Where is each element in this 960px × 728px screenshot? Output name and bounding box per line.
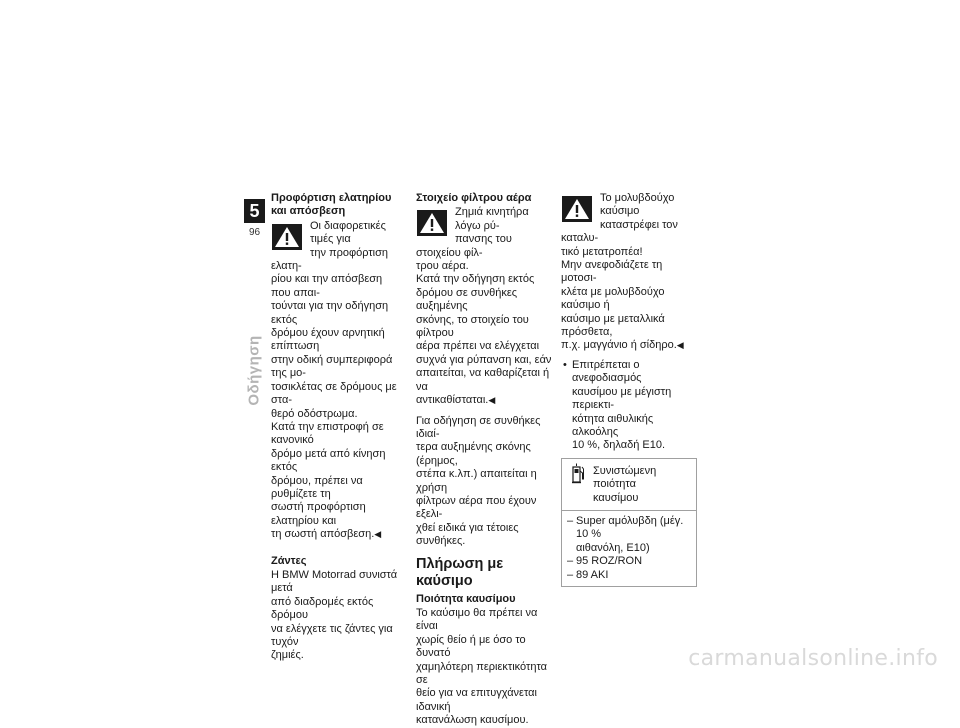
air-filter-heading: Στοιχείο φίλτρου αέρα [416,192,532,204]
warning-line: καταστρέφει τον καταλυ- [561,218,678,245]
air-filter-warning [416,206,552,273]
text-line: δρόμου σε συνθήκες αυξημένης [416,286,518,313]
text-line: κότητα αιθυλικής αλκοόλης [572,412,654,438]
text-line: στέπα κ.λπ.) απαιτείται η χρήση [416,468,537,494]
dust-paragraph [416,415,552,549]
text-fragment: π.χ. μαγγάνιο ή σίδηρο. [561,339,677,352]
text-line: Το καύσιμο θα πρέπει να είναι [416,606,538,633]
text-line: δρόμου, πρέπει να ρυθμίζετε τη [271,474,363,500]
text-fragment: αντικαθίσταται. [416,394,489,407]
leaded-fuel-warning [561,192,697,259]
warning-line: τοσικλέτας σε δρόμους με στα- [271,380,397,407]
text-line: αιθανόλη, E10) [576,541,650,554]
fuel-quality-box [561,458,697,587]
text-line [416,394,552,407]
warning-line: πανσης του στοιχείου φίλ- [416,233,512,259]
ethanol-bullet [561,359,697,453]
warning-triangle-icon [417,210,447,236]
watermark: carmanualsonline.info [688,646,938,671]
column-3 [561,192,697,587]
text-line: σκόνης, το στοιχείο του φίλτρου [416,313,529,340]
text-line: θείο για να επιτυγχάνεται ιδανική [416,687,537,713]
text-line: Συνιστώμενη ποιότητα [593,464,657,491]
text-line: να ελέγχετε τις ζάντες για τυχόν [271,622,393,648]
suspension-paragraph [271,421,403,542]
text-line: χωρίς θείο ή με όσο το δυνατό [416,633,526,660]
text-line: Κατά την επιστροφή σε κανονικό [271,420,384,447]
text-line: καύσιμο με μεταλλικά πρόσθετα, [561,312,665,339]
text-line: από διαδρομές εκτός δρόμου [271,595,374,622]
tyres-heading: Ζάντες [271,554,307,567]
text-line: απαιτείται, να καθαρίζεται ή να [416,367,550,393]
chapter-number: 5 [244,199,265,223]
text-line: δρόμο μετά από κίνηση εκτός [271,447,386,474]
warning-line: Ζημιά κινητήρα λόγω ρύ- [455,206,529,232]
text-fragment: τη σωστή απόσβεση. [271,528,375,541]
text-line: – 89 AKI [576,568,609,581]
refuelling-heading: Πλήρωση με καύσιμο [416,555,504,589]
text-line: αέρα πρέπει να ελέγχεται [416,340,540,353]
text-line: • Επιτρέπεται ο ανεφοδιασμός [572,358,642,385]
text-line: κατανάλωση καυσίμου. [416,714,529,727]
warning-line: θερό οδόστρωμα. [271,407,358,420]
fuel-quality-heading: Ποιότητα καυσίμου [416,592,516,605]
end-mark: ◀ [676,340,684,351]
leaded-fuel-paragraph [561,259,697,353]
end-mark: ◀ [374,529,382,540]
text-line: συχνά για ρύπανση και, εάν [416,353,552,366]
air-filter-paragraph [416,273,552,407]
warning-line: Το μολυβδούχο καύσιμο [600,192,675,218]
warning-line: την προφόρτιση ελατη- [271,246,389,273]
fuel-quality-box-header [567,463,691,505]
section-title: Οδήγηση [246,334,264,406]
warning-line: δρόμου έχουν αρνητική επίπτωση [271,327,385,353]
text-line: χαμηλότερη περιεκτικότητα σε [416,660,547,686]
text-line: ζημιές. [271,649,304,662]
text-line: κλέτα με μολυβδούχο καύσιμο ή [561,285,665,312]
warning-line: τρου αέρα. [416,260,469,273]
text-line: Κατά την οδήγηση εκτός [416,273,535,286]
text-line: Για οδήγηση σε συνθήκες ιδιαί- [416,414,541,440]
text-line: – 95 ROZ/RON [576,555,643,568]
warning-line: στην οδική συμπεριφορά της μο- [271,353,393,380]
text-line: Η BMW Motorrad συνιστά μετά [271,568,398,595]
fuel-spec-item [567,515,691,555]
text-line [561,339,697,352]
text-line: καυσίμου [593,491,639,504]
warning-line: Οι διαφορετικές τιμές για [310,219,386,246]
fuel-quality-box-title [593,463,691,505]
fuel-pump-icon [571,463,585,489]
warning-triangle-icon [272,224,302,250]
suspension-heading: Προφόρτιση ελατηρίου και απόσβεση [271,192,392,218]
text-line: καυσίμου με μέγιστη περιεκτι- [572,385,672,412]
text-line [271,528,403,541]
suspension-warning [271,220,403,421]
warning-line: ρίου και την απόσβεση που απαι- [271,273,383,299]
page-number: 96 [248,227,261,238]
text-line: τερα αυξημένης σκόνης (έρημος, [416,441,531,467]
warning-line: τικό μετατροπέα! [561,245,643,258]
text-line: χθεί ειδικά για τέτοιες συνθήκες. [416,521,519,548]
text-line: Μην ανεφοδιάζετε τη μοτοσι- [561,259,663,285]
warning-triangle-icon [562,196,592,222]
section-label [244,325,265,415]
text-line: σωστή προφόρτιση ελατηρίου και [271,501,366,527]
fuel-spec-item [567,555,691,568]
end-mark: ◀ [488,395,496,406]
chapter-tab [244,199,265,238]
text-line: 10 %, δηλαδή E10. [572,439,666,452]
column-1 [271,192,403,663]
text-line: φίλτρων αέρα που έχουν εξελι- [416,494,537,521]
fuel-spec-item [567,569,691,582]
text-line: – Super αμόλυβδη (μέγ. 10 % [576,514,684,541]
warning-line: τούνται για την οδήγηση εκτός [271,300,389,326]
